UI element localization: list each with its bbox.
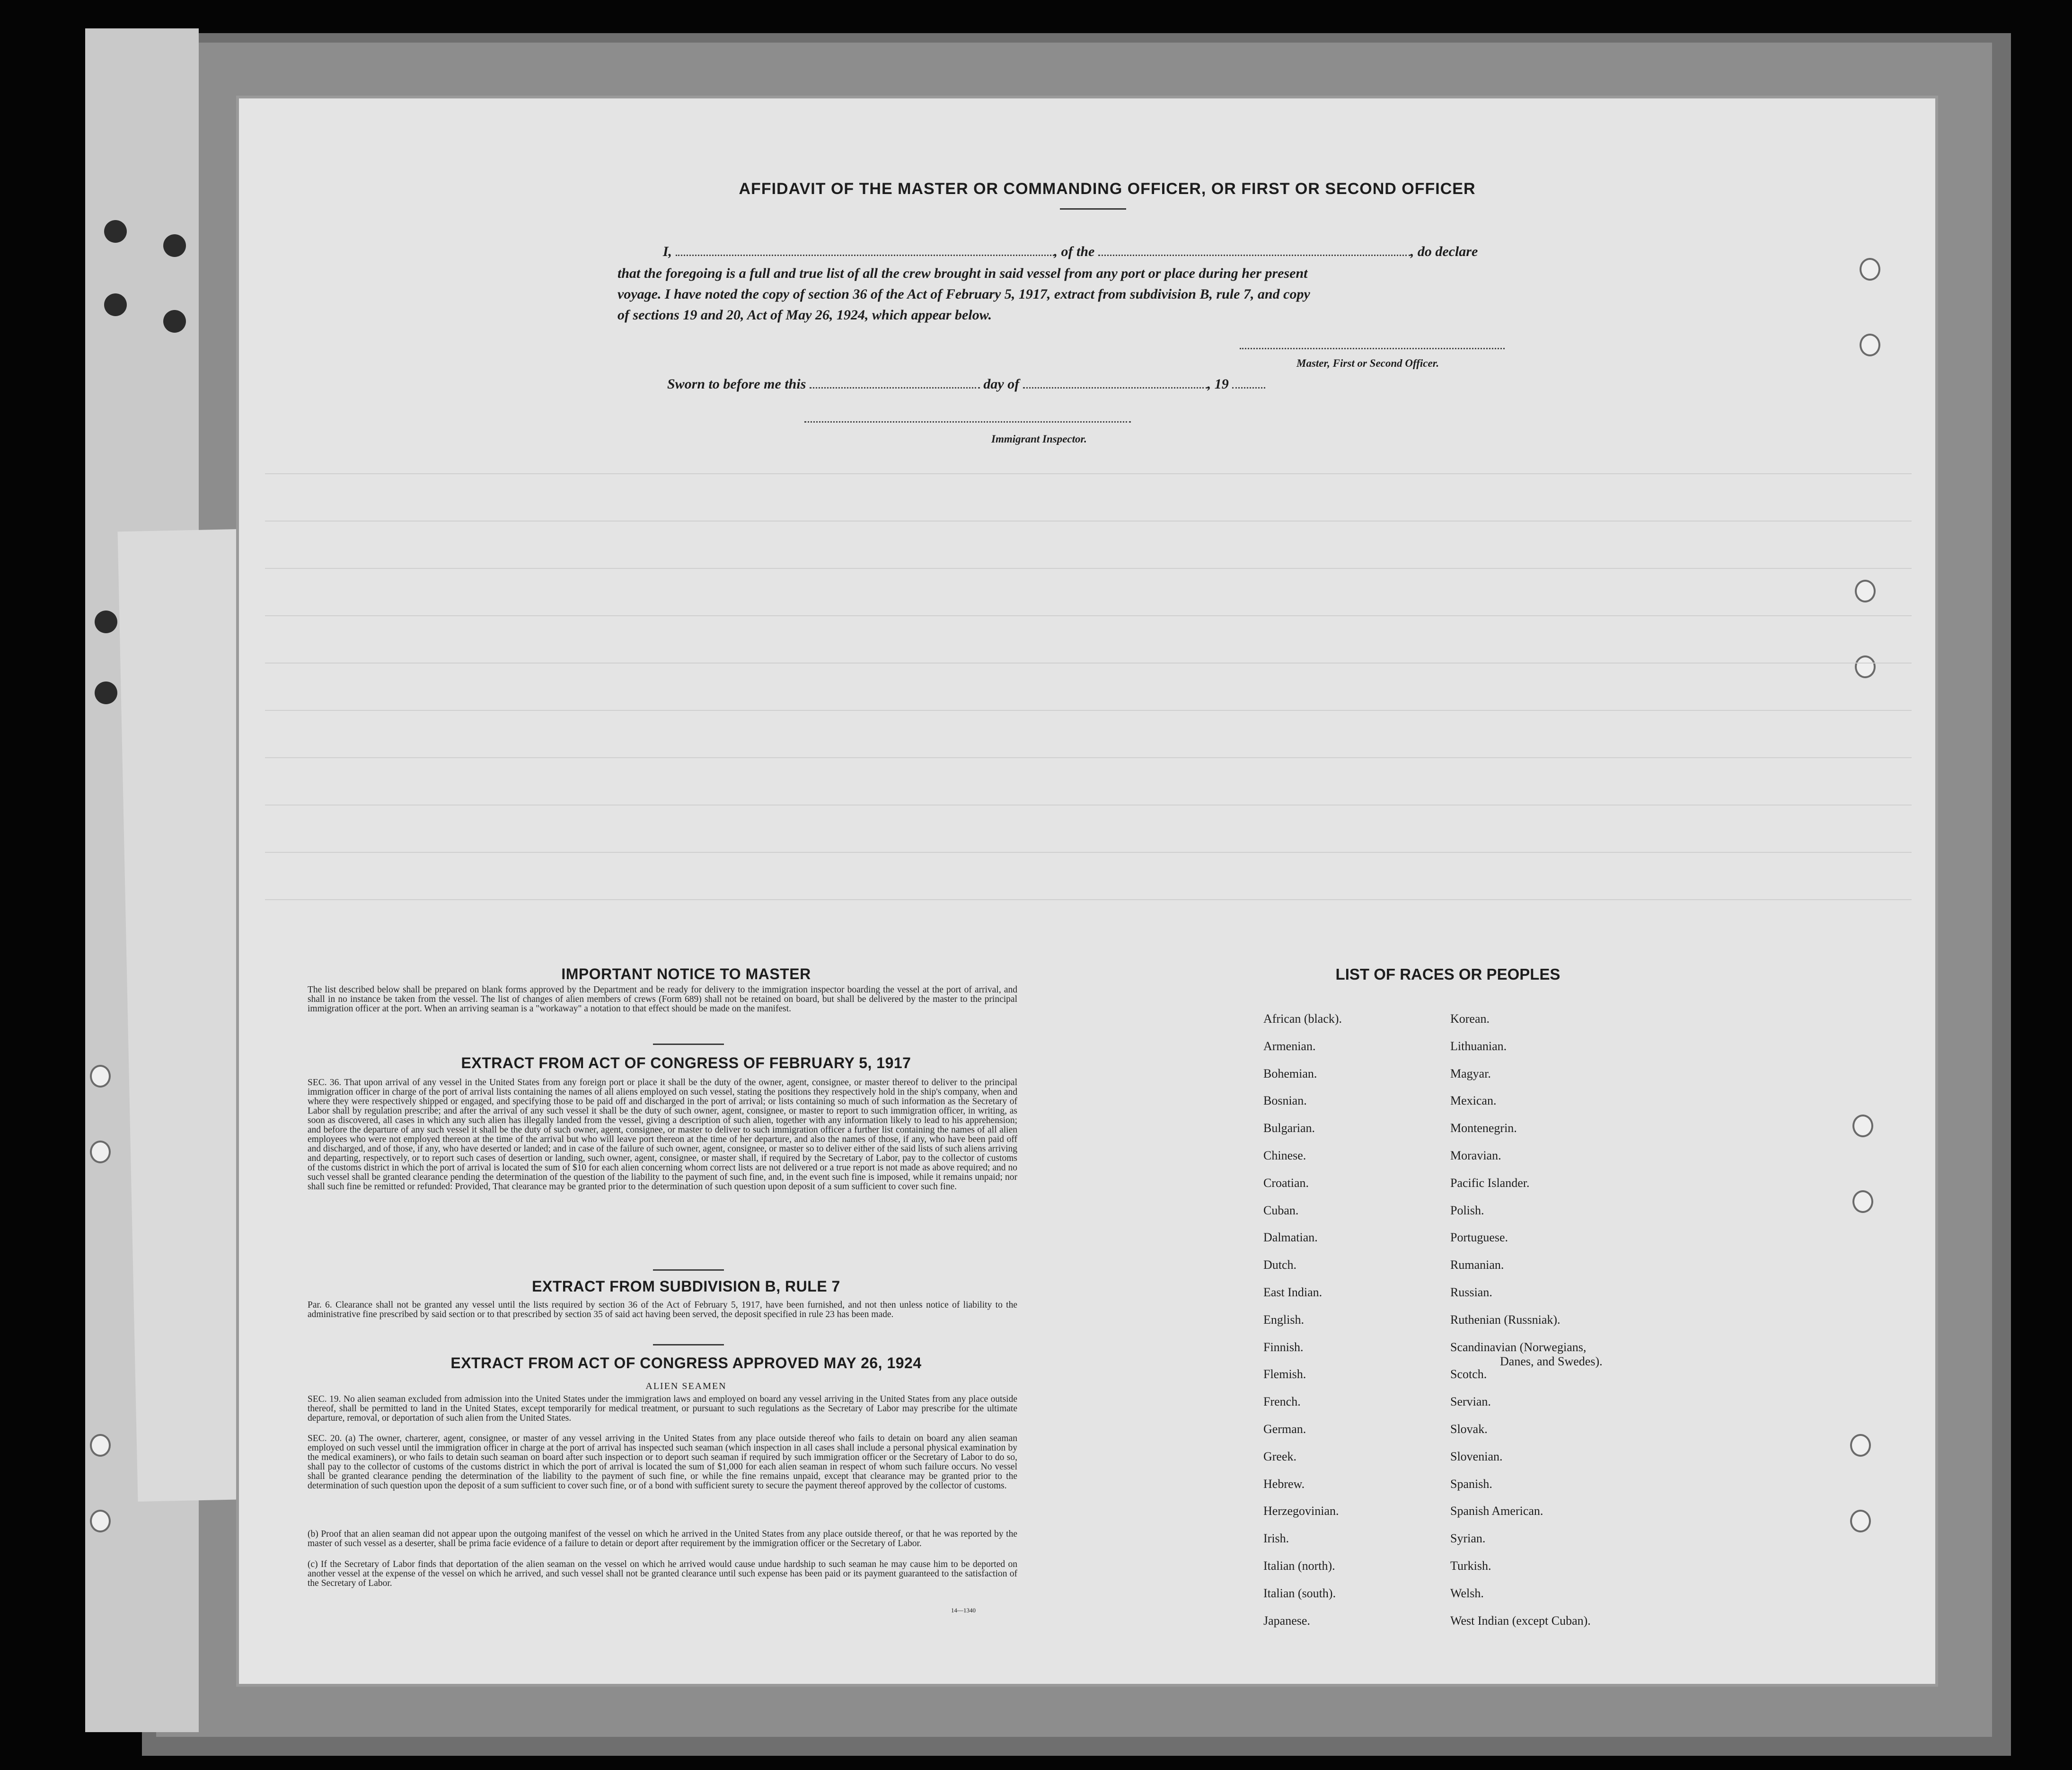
bleed-through-rule (265, 710, 1912, 711)
inspector-caption: Immigrant Inspector. (991, 433, 1087, 445)
binder-hole (1852, 1190, 1873, 1213)
race-item: Portuguese. (1450, 1230, 1508, 1245)
race-item: Italian (north). (1263, 1559, 1335, 1573)
section-separator (653, 1269, 724, 1271)
sworn-line (667, 374, 1595, 395)
race-item: Greek. (1263, 1449, 1297, 1463)
race-item: Russian. (1450, 1285, 1492, 1299)
binder-hole (163, 234, 186, 257)
title-underline (1060, 208, 1126, 210)
name-field[interactable] (676, 255, 1054, 256)
binder-hole (90, 1510, 111, 1532)
race-item: Moravian. (1450, 1149, 1501, 1162)
race-item: Japanese. (1263, 1613, 1310, 1628)
affidavit-title: AFFIDAVIT OF THE MASTER OR COMMANDING OFFICER, OR FIRST OR SECOND OFFICER (739, 180, 1476, 198)
race-item: Syrian. (1450, 1531, 1486, 1546)
affidavit-line-1 (617, 241, 1545, 262)
binder-hole (1860, 258, 1880, 281)
day-of-label: day of (983, 376, 1020, 392)
sworn-month-field[interactable] (1023, 387, 1208, 389)
sworn-year-field[interactable] (1232, 387, 1265, 389)
binder-hole (1850, 1510, 1871, 1532)
extract-1917-title: EXTRACT FROM ACT OF CONGRESS OF FEBRUARY 5, 1917 (461, 1054, 911, 1071)
affidavit-line-4: of sections 19 and 20, Act of May 26, 1924, which appear below. (617, 307, 992, 323)
binder-hole (90, 1065, 111, 1088)
year-label: , 19 (1207, 376, 1229, 392)
section-separator (653, 1344, 724, 1345)
race-item: Pacific Islander. (1450, 1176, 1530, 1190)
affidavit-line-2: that the foregoing is a full and true list of all the crew brought in said vessel from any port or place during her present (617, 266, 1308, 281)
binder-hole (1855, 580, 1876, 602)
master-signature-field[interactable] (1240, 348, 1505, 349)
race-item: Flemish. (1263, 1367, 1306, 1381)
extract-1917-body: SEC. 36. That upon arrival of any vessel in the United States from any foreign port or place it shall be the duty of the owner, agent, consignee, or master thereof to deliver to the principal immigration officer in charge of the port of arrival lists containing the names of all aliens employed on such vessel, stating the positions they respectively hold in the ship's company, when and where they were respectively shipped or engaged, and specifying those to be paid off and discharged in the port of arrival; or lists containing so much of such information as the Secretary of Labor shall by regulation prescribe; and after the arrival of any such vessel it shall be the duty of such owner, agent, consignee, or master to report to such immigration officer, in writing, as soon as discovered, all cases in which any such alien has illegally landed from the vessel, giving a description of such alien, together with any information likely to lead to his apprehension; and before the departure of any such vessel it shall be the duty of such owner, agent, consignee, or master to deliver to such immigration officer a further list containing the names of all alien employees who were not employed thereon at the time of the arrival but who will leave port thereon at the time of her departure, and also the names of those, if any, who have been paid off and discharged, and of those, if any, who have deserted or landed; and in case of the failure of such owner, agent, consignee, or master so to deliver either of the said lists of such aliens arriving and departing, respectively, or to report such cases of desertion or landing, such owner, agent, consignee, or master shall, if required by the Secretary of Labor, pay to the collector of customs of the customs district in which the port of arrival is located the sum of $10 for each alien concerning whom correct lists are not delivered or a true report is not made as above required; and no such vessel shall be granted clearance pending the determination of the question of the liability to the payment of such fine, and, in the event such fine is imposed, while it remains unpaid; nor shall such fine be remitted or refunded: Provided, That clearance may be granted prior to the determination of such question upon deposit of a sum sufficient to cover such fine. (308, 1078, 1017, 1192)
race-item: Rumanian. (1450, 1258, 1504, 1272)
binder-hole (1852, 1115, 1873, 1137)
bleed-through-rule (265, 899, 1912, 900)
bleed-through-rule (265, 663, 1912, 664)
aff-of-the: , of the (1054, 244, 1095, 259)
race-item: Spanish. (1450, 1477, 1492, 1491)
race-item: Slovenian. (1450, 1449, 1503, 1463)
race-item: Chinese. (1263, 1149, 1306, 1162)
race-item: Irish. (1263, 1531, 1289, 1546)
sec-20-body: SEC. 20. (a) The owner, charterer, agent, consignee, or master of any vessel arriving in the United States from any place outside thereof who fails to detain on board any alien seaman employed on such vessel until the immigration officer in charge at the port of arrival has inspected such seaman (which inspection in all cases shall include a personal physical examination by the medical examiners), or who fails to detain such seaman on board after such inspection or to deport such seaman if required by such immigration officer or the Secretary of Labor to do so, shall pay to the collector of customs of the customs district in which the port of arrival is located the sum of $1,000 for each alien seaman in respect of whom such failure occurs. No vessel shall be granted clearance pending the determination of the liability to the payment of such fine, or while the fine remains unpaid, except that clearance may be granted prior to the determination of such question upon the deposit of a sum sufficient to cover such fine, or of a bond with sufficient surety to secure the payment thereof approved by the collector of customs. (308, 1434, 1017, 1491)
aff-i: I, (662, 244, 672, 259)
race-item: Danes, and Swedes). (1500, 1354, 1603, 1368)
race-item: Korean. (1450, 1012, 1490, 1026)
notice-title: IMPORTANT NOTICE TO MASTER (561, 965, 811, 982)
race-item: Magyar. (1450, 1066, 1491, 1080)
race-item: Servian. (1450, 1395, 1491, 1409)
sec-19-body: SEC. 19. No alien seaman excluded from admission into the United States under the immigration laws and employed on board any vessel arriving in the United States from any place outside thereof, shall be permitted to land in the United States, except temporarily for medical treatment, or pursuant to such regulations as the Secretary of Labor may prescribe for the ultimate departure, removal, or deportation of such alien from the United States. (308, 1394, 1017, 1423)
bleed-through-rule (265, 615, 1912, 616)
race-item: Bohemian. (1263, 1066, 1317, 1080)
race-item: Montenegrin. (1450, 1121, 1517, 1135)
race-item: Scandinavian (Norwegians, (1450, 1340, 1587, 1354)
extract-1924-title: EXTRACT FROM ACT OF CONGRESS APPROVED MAY 26, 1924 (450, 1354, 922, 1372)
form-number: 14—1340 (951, 1607, 976, 1614)
vessel-field[interactable] (1098, 255, 1411, 256)
race-item: French. (1263, 1395, 1301, 1409)
sworn-date-field[interactable] (810, 387, 980, 389)
race-item: Bulgarian. (1263, 1121, 1315, 1135)
race-item: German. (1263, 1422, 1306, 1436)
inspector-signature-field[interactable] (804, 421, 1131, 423)
bleed-through-rule (265, 852, 1912, 853)
race-item: Lithuanian. (1450, 1039, 1507, 1053)
binder-hole (95, 611, 117, 633)
race-item: English. (1263, 1312, 1304, 1327)
race-item: Spanish American. (1450, 1504, 1543, 1518)
race-item: Dalmatian. (1263, 1230, 1318, 1245)
race-item: Armenian. (1263, 1039, 1316, 1053)
race-item: Mexican. (1450, 1094, 1497, 1108)
affidavit-line-3: voyage. I have noted the copy of section 36 of the Act of February 5, 1917, extract from subdivision B, rule 7, and copy (617, 286, 1310, 302)
master-caption: Master, First or Second Officer. (1296, 357, 1439, 369)
race-item: Turkish. (1450, 1559, 1491, 1573)
sworn-label: Sworn to before me this (667, 376, 806, 392)
race-item: Polish. (1450, 1203, 1484, 1217)
section-separator (653, 1044, 724, 1045)
sec-20b-body: (b) Proof that an alien seaman did not appear upon the outgoing manifest of the vessel on which he arrived in the United States from any place outside thereof, or that he was reported by the master of such vessel as a deserter, shall be prima facie evidence of a failure to detain or deport after requirement by the immigration officer or the Secretary of Labor. (308, 1529, 1017, 1549)
subdivision-b-body: Par. 6. Clearance shall not be granted any vessel until the lists required by section 36 of the Act of February 5, 1917, have been furnished, and not then unless notice of liability to the administrative fine prescribed by said section or to that prescribed by section 35 of said act having been served, the deposit specified in rule 23 has been made. (308, 1300, 1017, 1319)
race-item: Hebrew. (1263, 1477, 1305, 1491)
race-item: East Indian. (1263, 1285, 1323, 1299)
binder-hole (90, 1141, 111, 1163)
binder-hole (163, 310, 186, 333)
binder-hole (104, 293, 127, 316)
binder-hole (104, 220, 127, 243)
race-item: Cuban. (1263, 1203, 1299, 1217)
race-item: Croatian. (1263, 1176, 1309, 1190)
race-item: Dutch. (1263, 1258, 1297, 1272)
race-item: Bosnian. (1263, 1094, 1307, 1108)
race-item: Herzegovinian. (1263, 1504, 1339, 1518)
aff-declare: , do declare (1410, 244, 1478, 259)
subdivision-b-title: EXTRACT FROM SUBDIVISION B, RULE 7 (532, 1278, 840, 1295)
bleed-through-rule (265, 521, 1912, 522)
binder-hole (90, 1434, 111, 1457)
race-item: Scotch. (1450, 1367, 1487, 1381)
race-item: Welsh. (1450, 1586, 1484, 1600)
race-item: Ruthenian (Russniak). (1450, 1312, 1561, 1327)
alien-seamen-subtitle: ALIEN SEAMEN (645, 1381, 727, 1391)
race-item: Finnish. (1263, 1340, 1304, 1354)
race-item: Slovak. (1450, 1422, 1488, 1436)
bleed-through-rule (265, 757, 1912, 758)
race-item: West Indian (except Cuban). (1450, 1613, 1591, 1628)
sec-20c-body: (c) If the Secretary of Labor finds that deportation of the alien seaman on the vessel on which he arrived would cause undue hardship to such seaman he may cause him to be deported on another vessel at the expense of the vessel on which he arrived, and such vessel shall not be granted clearance until such expense has been paid or its payment guaranteed to the satisfaction of the Secretary of Labor. (308, 1559, 1017, 1588)
binder-hole (1860, 334, 1880, 356)
binder-hole (95, 681, 117, 704)
notice-body: The list described below shall be prepared on blank forms approved by the Department and be ready for delivery to the immigration inspector boarding the vessel at the port of arrival, and shall in no instance be taken from the vessel. The list of changes of alien members of crews (Form 689) shall not be retained on board, but shall be delivered by the master to the principal immigration officer at the port. When an arriving seaman is a "workaway" a notation to that effect should be made on the manifest. (308, 985, 1017, 1014)
bleed-through-rule (265, 473, 1912, 474)
race-item: African (black). (1263, 1012, 1342, 1026)
binder-hole (1855, 655, 1876, 678)
binder-hole (1850, 1434, 1871, 1457)
bleed-through-rule (265, 568, 1912, 569)
race-item: Italian (south). (1263, 1586, 1336, 1600)
races-title: LIST OF RACES OR PEOPLES (1335, 965, 1561, 983)
